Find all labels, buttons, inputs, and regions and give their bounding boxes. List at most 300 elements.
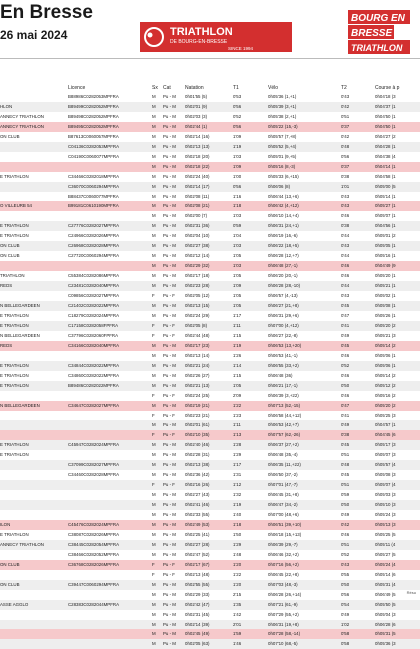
cell-t1: 1'19	[233, 341, 268, 351]
cell-licence	[68, 570, 152, 580]
cell-t2: 0'49	[341, 611, 350, 617]
cell-t1: 1'05	[233, 273, 242, 279]
table-row	[0, 172, 420, 182]
cell-team: ANNECY TRIATHLON	[0, 540, 68, 550]
cell-sex: M	[152, 352, 156, 358]
cell-sex: M	[152, 381, 163, 391]
cell-t1: 1'05	[233, 253, 242, 259]
cell-sex: F	[152, 412, 155, 418]
cell-licence	[68, 411, 152, 421]
cell-sex: M	[152, 233, 156, 239]
cell-bike: 0h07'13 (52,-15)	[268, 401, 341, 411]
cell-licence: B89499C0282052MPFRA	[68, 102, 152, 112]
cell-category: Pu - M	[163, 551, 176, 557]
cell-licence: C45947C0282024MPFRA	[68, 440, 152, 450]
cell-t1: 1'59	[233, 629, 268, 639]
cell-run: 0h05'31 (4	[375, 580, 420, 590]
cell-t2: 0'45	[341, 341, 375, 351]
cell-t2: 0'46	[341, 352, 350, 358]
cell-t1: 1'00	[233, 173, 242, 179]
cell-t1: 1'09	[233, 133, 242, 139]
cell-category: Pu - M	[163, 460, 185, 470]
cell-bike: 0h06'45 (22,+8)	[268, 571, 299, 577]
col-header-sex: Sx	[152, 85, 158, 91]
cell-bike: 0h05'33 (6,+15)	[268, 173, 299, 179]
cell-sex: F	[152, 560, 163, 570]
cell-run: 0h05'07 (3	[375, 452, 396, 458]
cell-team	[0, 470, 68, 480]
col-header-licence: Licence	[68, 85, 86, 91]
cell-swim: 0h02'01 (61)	[185, 420, 233, 430]
cell-sex: M	[152, 401, 163, 411]
cell-licence: C17158C0282058FPFRA	[68, 321, 152, 331]
cell-bike: 0h06'57 (4,-13)	[268, 293, 298, 299]
cell-team	[0, 192, 68, 202]
cell-swim: 0h02'05 (63)	[185, 639, 233, 649]
cell-swim: 0h02'29 (32)	[185, 261, 233, 271]
cell-category: Pu - F	[163, 412, 175, 418]
cell-team	[0, 590, 68, 600]
cell-run: 0h05'21 (1	[375, 281, 420, 291]
cell-t2: 0'43	[341, 293, 350, 299]
table-row	[0, 629, 420, 639]
cell-bike: 0h07'01 (47,-7)	[268, 480, 341, 490]
cell-team	[0, 500, 68, 510]
cell-run: 0h05'11 (4	[375, 540, 420, 550]
cell-t2: 0'42	[341, 520, 375, 530]
cell-team: E TRIATHLON	[0, 321, 68, 331]
col-header-team	[0, 85, 68, 92]
cell-swim: 0h02'45 (49)	[185, 629, 233, 639]
col-header-t1: T1	[233, 85, 239, 91]
cell-team: ILON	[0, 520, 68, 530]
cell-run: 0h04'49 (9	[375, 261, 420, 271]
cell-t2: 0'51	[341, 113, 350, 119]
cell-t1: 1'13	[233, 430, 268, 440]
cell-bike: 0h06'45 (31,+8)	[268, 492, 299, 498]
cell-run: 0h05'21 (3	[375, 332, 396, 338]
cell-team	[0, 162, 68, 172]
cell-team: E TRIATHLON	[0, 452, 29, 458]
cell-licence: C18279C0282024MPFRA	[68, 312, 120, 318]
cell-licence: B89495C0282052MPFRA	[68, 122, 152, 132]
cell-bike: 0h06'27 (21,+8)	[268, 301, 341, 311]
cell-t1: 0'53	[233, 94, 242, 99]
cell-bike: 0h07'00 (4,+12)	[268, 321, 341, 331]
triathlon-bourg-logo	[140, 22, 292, 52]
cell-team: E TRIATHLON	[0, 312, 29, 318]
table-row	[0, 311, 420, 321]
cell-run: 0h05'08 (1	[375, 301, 420, 311]
cell-t2: 0'48	[341, 460, 375, 470]
cell-run: 0h05'27 (1	[375, 201, 420, 211]
cell-t2: 0'56	[341, 153, 350, 159]
cell-category: Pu - M	[163, 213, 176, 219]
cell-category: Pu - M	[163, 452, 176, 458]
cell-swim: 0h02'14 (39)	[185, 620, 233, 630]
page-subtitle: 26 mai 2024	[0, 28, 68, 42]
cell-category: Pu - M	[163, 512, 176, 518]
cell-bike: 0h07'00 (48,+6)	[268, 512, 299, 518]
page-title: En Bresse	[0, 2, 93, 23]
cell-t2: 0'58	[341, 639, 375, 649]
cell-category: Pu - M	[163, 173, 176, 179]
cell-team: ASSE AGGLO	[0, 600, 68, 610]
cell-category: Pu - M	[163, 401, 185, 411]
cell-bike: 0h06'31 (29,+6)	[268, 312, 299, 318]
cell-run: 0h04'14 (1	[375, 162, 420, 172]
cell-run: 0h05'27 (5	[375, 551, 396, 557]
cell-sex: F	[152, 392, 155, 398]
cell-t1: 1'22	[233, 401, 268, 411]
cell-run: 0h05'06 (1	[375, 352, 396, 358]
cell-t2: 0'45	[341, 472, 350, 478]
cell-swim: 0h02'29 (33)	[185, 591, 210, 597]
svg-text:BOURG EN: BOURG EN	[351, 13, 405, 24]
cell-t2: 0'43	[341, 241, 375, 251]
table-row	[0, 450, 420, 460]
cell-sex: M	[152, 301, 163, 311]
cell-licence	[68, 639, 152, 649]
cell-category: Pu - M	[163, 440, 185, 450]
cell-run: 0h06'49 (5	[375, 591, 396, 597]
cell-sex: M	[152, 611, 156, 617]
cell-run: 0h05'24 (4	[375, 560, 420, 570]
cell-run: 0h04'28 (1	[375, 142, 420, 152]
cell-bike: 0h06'50 (37,-2)	[268, 472, 298, 478]
cell-bike: 0h06'53 (41,-1)	[268, 352, 298, 358]
cell-category: Pu - M	[163, 182, 185, 192]
cell-swim: 0h02'47 (52)	[185, 551, 210, 557]
cell-t2: 0'38	[341, 221, 375, 231]
cell-t1: 1'31	[233, 472, 242, 478]
cell-bike: 0h07'10 (68,-5)	[268, 639, 341, 649]
table-row	[0, 201, 420, 211]
cell-team: ON CLUB	[0, 241, 68, 251]
cell-sex: M	[152, 113, 156, 119]
table-row	[0, 620, 420, 630]
cell-swim: 0h01'55 (5)	[185, 94, 208, 99]
cell-t1: 1'05	[233, 381, 268, 391]
cell-category: Pu - M	[163, 611, 176, 617]
table-row	[0, 241, 420, 251]
cell-t2: 0'41	[341, 321, 375, 331]
cell-swim: 0h02'23 (21)	[185, 412, 210, 418]
cell-t2: 0'52	[341, 361, 375, 371]
cell-swim: 0h02'05 (8)	[185, 321, 233, 331]
cell-team	[0, 411, 68, 421]
cell-licence: C27776C0282027MPFRA	[68, 221, 152, 231]
cell-licence: C38445C0282054MPFRA	[68, 540, 152, 550]
cell-licence: C37099C0282027MPFRA	[68, 460, 152, 470]
cell-t1: 1'28	[233, 440, 268, 450]
cell-swim: 0h02'08 (21)	[185, 201, 233, 211]
cell-swim: 0h02'18 (20)	[185, 153, 210, 159]
cell-team: E TRIATHLON	[0, 173, 29, 179]
cell-swim: 0h02'27 (43)	[185, 492, 210, 498]
cell-team: E TRIATHLON	[0, 531, 29, 537]
cell-team	[0, 92, 68, 102]
cell-t1: 2'15	[233, 591, 242, 597]
cell-t2: 0'50	[341, 500, 375, 510]
cell-t1: 1'11	[233, 420, 268, 430]
cell-team: TRIATHLON	[0, 273, 25, 279]
cell-bike: 0h06'53 (42,+7)	[268, 420, 341, 430]
cell-t2: 0'43	[341, 193, 350, 199]
cell-t2: 1'01	[341, 182, 375, 192]
cell-t1: 1'20	[233, 560, 268, 570]
cell-swim: 0h02'13 (48)	[185, 571, 210, 577]
cell-bike: 0h06'42 (4,+12)	[268, 201, 341, 211]
cell-category: Pu - M	[163, 153, 176, 159]
cell-sex: M	[152, 312, 156, 318]
cell-category: Pu - M	[163, 352, 176, 358]
cell-bike: 0h06'21 (17,-1)	[268, 381, 341, 391]
cell-team	[0, 490, 68, 500]
table-row	[0, 331, 420, 341]
cell-t2: 0'38	[341, 430, 375, 440]
table-row	[0, 391, 420, 401]
cell-bike: 0h06'28 (26,+14)	[268, 591, 302, 597]
cell-licence	[68, 162, 152, 172]
cell-swim: 0h02'18 (22)	[185, 162, 233, 172]
cell-sex: M	[152, 341, 163, 351]
cell-bike: 0h05'52 (5,+4)	[268, 142, 341, 152]
cell-team	[0, 420, 68, 430]
table-row	[0, 261, 420, 271]
cell-swim: 0h02'17 (18)	[185, 273, 210, 279]
cell-t1: 1'16	[233, 193, 242, 199]
cell-sex: M	[152, 460, 163, 470]
cell-t1: 1'09	[233, 162, 268, 172]
cell-sex: M	[152, 182, 163, 192]
table-row	[0, 132, 420, 142]
cell-team	[0, 480, 68, 490]
cell-bike: 0h06'31 (19,+8)	[268, 620, 341, 630]
table-row	[0, 590, 420, 600]
cell-sex: M	[152, 591, 156, 597]
table-row	[0, 550, 420, 560]
cell-licence	[68, 480, 152, 490]
cell-category: Pu - F	[163, 571, 175, 577]
cell-licence: C04136C0282053MPFRA	[68, 142, 152, 152]
cell-category: Pu - M	[163, 133, 176, 139]
cell-run: 0h04'50 (1	[375, 122, 420, 132]
cell-sex: M	[152, 531, 156, 537]
cell-category: Pu - M	[163, 301, 185, 311]
cell-sex: M	[152, 420, 163, 430]
cell-category: Pu - M	[163, 520, 185, 530]
cell-bike: 0h07'03 (48,-3)	[268, 580, 341, 590]
table-row	[0, 351, 420, 361]
svg-text:TRIATHLON: TRIATHLON	[170, 26, 233, 38]
table-row	[0, 470, 420, 480]
cell-t1: 1'14	[233, 361, 268, 371]
cell-team: ON CLUB	[0, 253, 20, 259]
cell-t1: 1'05	[233, 293, 242, 299]
cell-t2: 0'49	[341, 420, 375, 430]
cell-sex: M	[152, 580, 163, 590]
table-row	[0, 490, 420, 500]
cell-t2: 0'46	[341, 531, 350, 537]
cell-swim: 0h02'04 (10)	[185, 233, 210, 239]
cell-swim: 0h02'13 (14)	[185, 352, 210, 358]
cell-team: HLON	[0, 102, 68, 112]
cell-sex: M	[152, 620, 163, 630]
cell-sex: M	[152, 492, 156, 498]
cell-licence: B89486C0282022MPFRA	[68, 381, 152, 391]
cell-licence	[68, 351, 152, 361]
col-header-category: Cat	[163, 85, 171, 91]
cell-licence: C28383C0282044MPFRA	[68, 600, 152, 610]
cell-team	[0, 261, 68, 271]
cell-t2: 0'47	[341, 401, 375, 411]
cell-t2: 0'45	[341, 301, 375, 311]
table-row	[0, 600, 420, 610]
cell-bike: 0h05'36 (1,+1)	[268, 94, 297, 99]
cell-t2: 0'42	[341, 133, 350, 139]
cell-category: Pu - F	[163, 321, 185, 331]
cell-category: Pu - M	[163, 372, 176, 378]
table-row	[0, 192, 420, 202]
cell-licence: C23481C0282040MPFRA	[68, 281, 152, 291]
cell-category: Pu - F	[163, 480, 185, 490]
cell-team: REDS	[0, 341, 68, 351]
cell-licence: C34647C0282027MPFRA	[68, 401, 152, 411]
cell-licence	[68, 430, 152, 440]
cell-team	[0, 391, 68, 401]
cell-sex: M	[152, 440, 163, 450]
cell-team: ANNECY TRIATHLON	[0, 113, 44, 119]
cell-bike: 0h06'53 (13,+20)	[268, 341, 341, 351]
cell-sex: M	[152, 361, 163, 371]
cell-t1: 1'17	[233, 460, 268, 470]
table-row	[0, 411, 420, 421]
cell-bike: 0h07'28 (58,-14)	[268, 629, 341, 639]
cell-swim: 0h02'24 (29)	[185, 312, 210, 318]
cell-bike: 0h06'48 (27,-1)	[268, 261, 341, 271]
cell-t1: 1'35	[233, 600, 268, 610]
cell-bike: 0h06'27 (22,-8)	[268, 332, 298, 338]
cell-category: Pu - M	[163, 142, 185, 152]
cell-category: Pu - M	[163, 500, 185, 510]
cell-category: Pu - M	[163, 94, 176, 99]
cell-licence: C38466C0282052MPFRA	[68, 551, 120, 557]
cell-team: E TRIATHLON	[0, 372, 29, 378]
cell-t2: 0'46	[341, 261, 375, 271]
table-row	[0, 440, 420, 450]
cell-t2: 0'55	[341, 571, 350, 577]
cell-swim: 0h02'08 (11)	[185, 193, 210, 199]
cell-sex: M	[152, 253, 156, 259]
cell-t2: 0'44	[341, 233, 350, 239]
table-row	[0, 639, 420, 649]
cell-t1: 0'56	[233, 182, 268, 192]
col-header-t2: T2	[341, 85, 347, 91]
cell-category: Pu - M	[163, 221, 185, 231]
cell-sex: M	[152, 512, 156, 518]
cell-swim: 0h02'42 (47)	[185, 600, 233, 610]
cell-sex: M	[152, 639, 163, 649]
cell-t2: 0'45	[341, 440, 375, 450]
cell-team: N BELLEGARDEEN	[0, 332, 40, 338]
table-header	[0, 85, 420, 92]
cell-licence: C34460C0282028MPFRA	[68, 472, 120, 478]
cell-category: Pu - M	[163, 261, 185, 271]
cell-bike: 0h06'44 (13,+6)	[268, 193, 299, 199]
cell-t2: 0'54	[341, 600, 375, 610]
cell-t1: 1'15	[233, 372, 242, 378]
cell-run: 0h05'03 (3	[375, 492, 396, 498]
cell-swim: 0h02'36 (42)	[185, 472, 210, 478]
cell-run: 0h04'37 (1	[375, 102, 420, 112]
cell-sex: M	[152, 241, 163, 251]
cell-run: 0h05'13 (3	[375, 520, 420, 530]
cell-bike: 0h06'19 (16,-6)	[268, 233, 298, 239]
cell-run: 0h05'14 (2	[375, 341, 420, 351]
cell-bike: 0h06'28 (12,+7)	[268, 253, 299, 259]
cell-team	[0, 152, 68, 162]
cell-bike: 0h06'51 (39,+10)	[268, 520, 341, 530]
cell-t2: 0'51	[341, 540, 375, 550]
cell-bike: 0h07'29 (55,+2)	[268, 611, 299, 617]
cell-t1: 0'52	[233, 113, 242, 119]
cell-t1: 1'03	[233, 261, 268, 271]
cell-t2: 0'43	[341, 201, 375, 211]
table-row	[0, 381, 420, 391]
cell-swim: 0h02'21 (24)	[185, 361, 233, 371]
cell-t1: 1'03	[233, 213, 242, 219]
cell-licence	[68, 590, 152, 600]
cell-licence: B88986C0282053MPFRA	[68, 94, 119, 99]
cell-swim: 0h02'24 (25)	[185, 392, 210, 398]
cell-swim: 0h02'00 (7)	[185, 213, 208, 219]
cell-category: Pu - M	[163, 273, 176, 279]
cell-sex: F	[152, 332, 155, 338]
cell-sex: M	[152, 472, 156, 478]
cell-category: Pu - M	[163, 531, 176, 537]
cell-team: ON CLUB	[0, 133, 20, 139]
cell-run: 0h04'58 (1	[375, 173, 396, 179]
cell-t2: 0'49	[341, 332, 350, 338]
cell-t2: 0'37	[341, 122, 375, 132]
cell-sex: M	[152, 221, 163, 231]
cell-licence	[68, 500, 152, 510]
cell-swim: 0h02'14 (16)	[185, 133, 210, 139]
cell-run: 0h05'25 (5	[375, 531, 396, 537]
cell-swim: 0h02'01 (9)	[185, 102, 233, 112]
cell-run: 0h05'05 (1	[375, 241, 420, 251]
svg-text:TRIATHLON: TRIATHLON	[351, 43, 403, 53]
cell-run: 0h05'00 (5	[375, 182, 420, 192]
table-row	[0, 251, 420, 261]
cell-sex: M	[152, 153, 156, 159]
cell-team	[0, 629, 68, 639]
cell-t1: 0'59	[233, 221, 268, 231]
cell-sex: M	[152, 193, 156, 199]
cell-sex: M	[152, 372, 156, 378]
table-row	[0, 341, 420, 351]
table-row	[0, 480, 420, 490]
col-header-swim: Natation	[185, 85, 204, 91]
cell-category: Pu - M	[163, 639, 185, 649]
cell-team: N BELLEGARDEEN	[0, 401, 68, 411]
cell-sex: F	[152, 571, 155, 577]
cell-licence: C36070C0060294MPFRA	[68, 182, 152, 192]
cell-t1: 1'17	[233, 312, 242, 318]
table-row	[0, 321, 420, 331]
cell-t2: 0'49	[341, 512, 350, 518]
